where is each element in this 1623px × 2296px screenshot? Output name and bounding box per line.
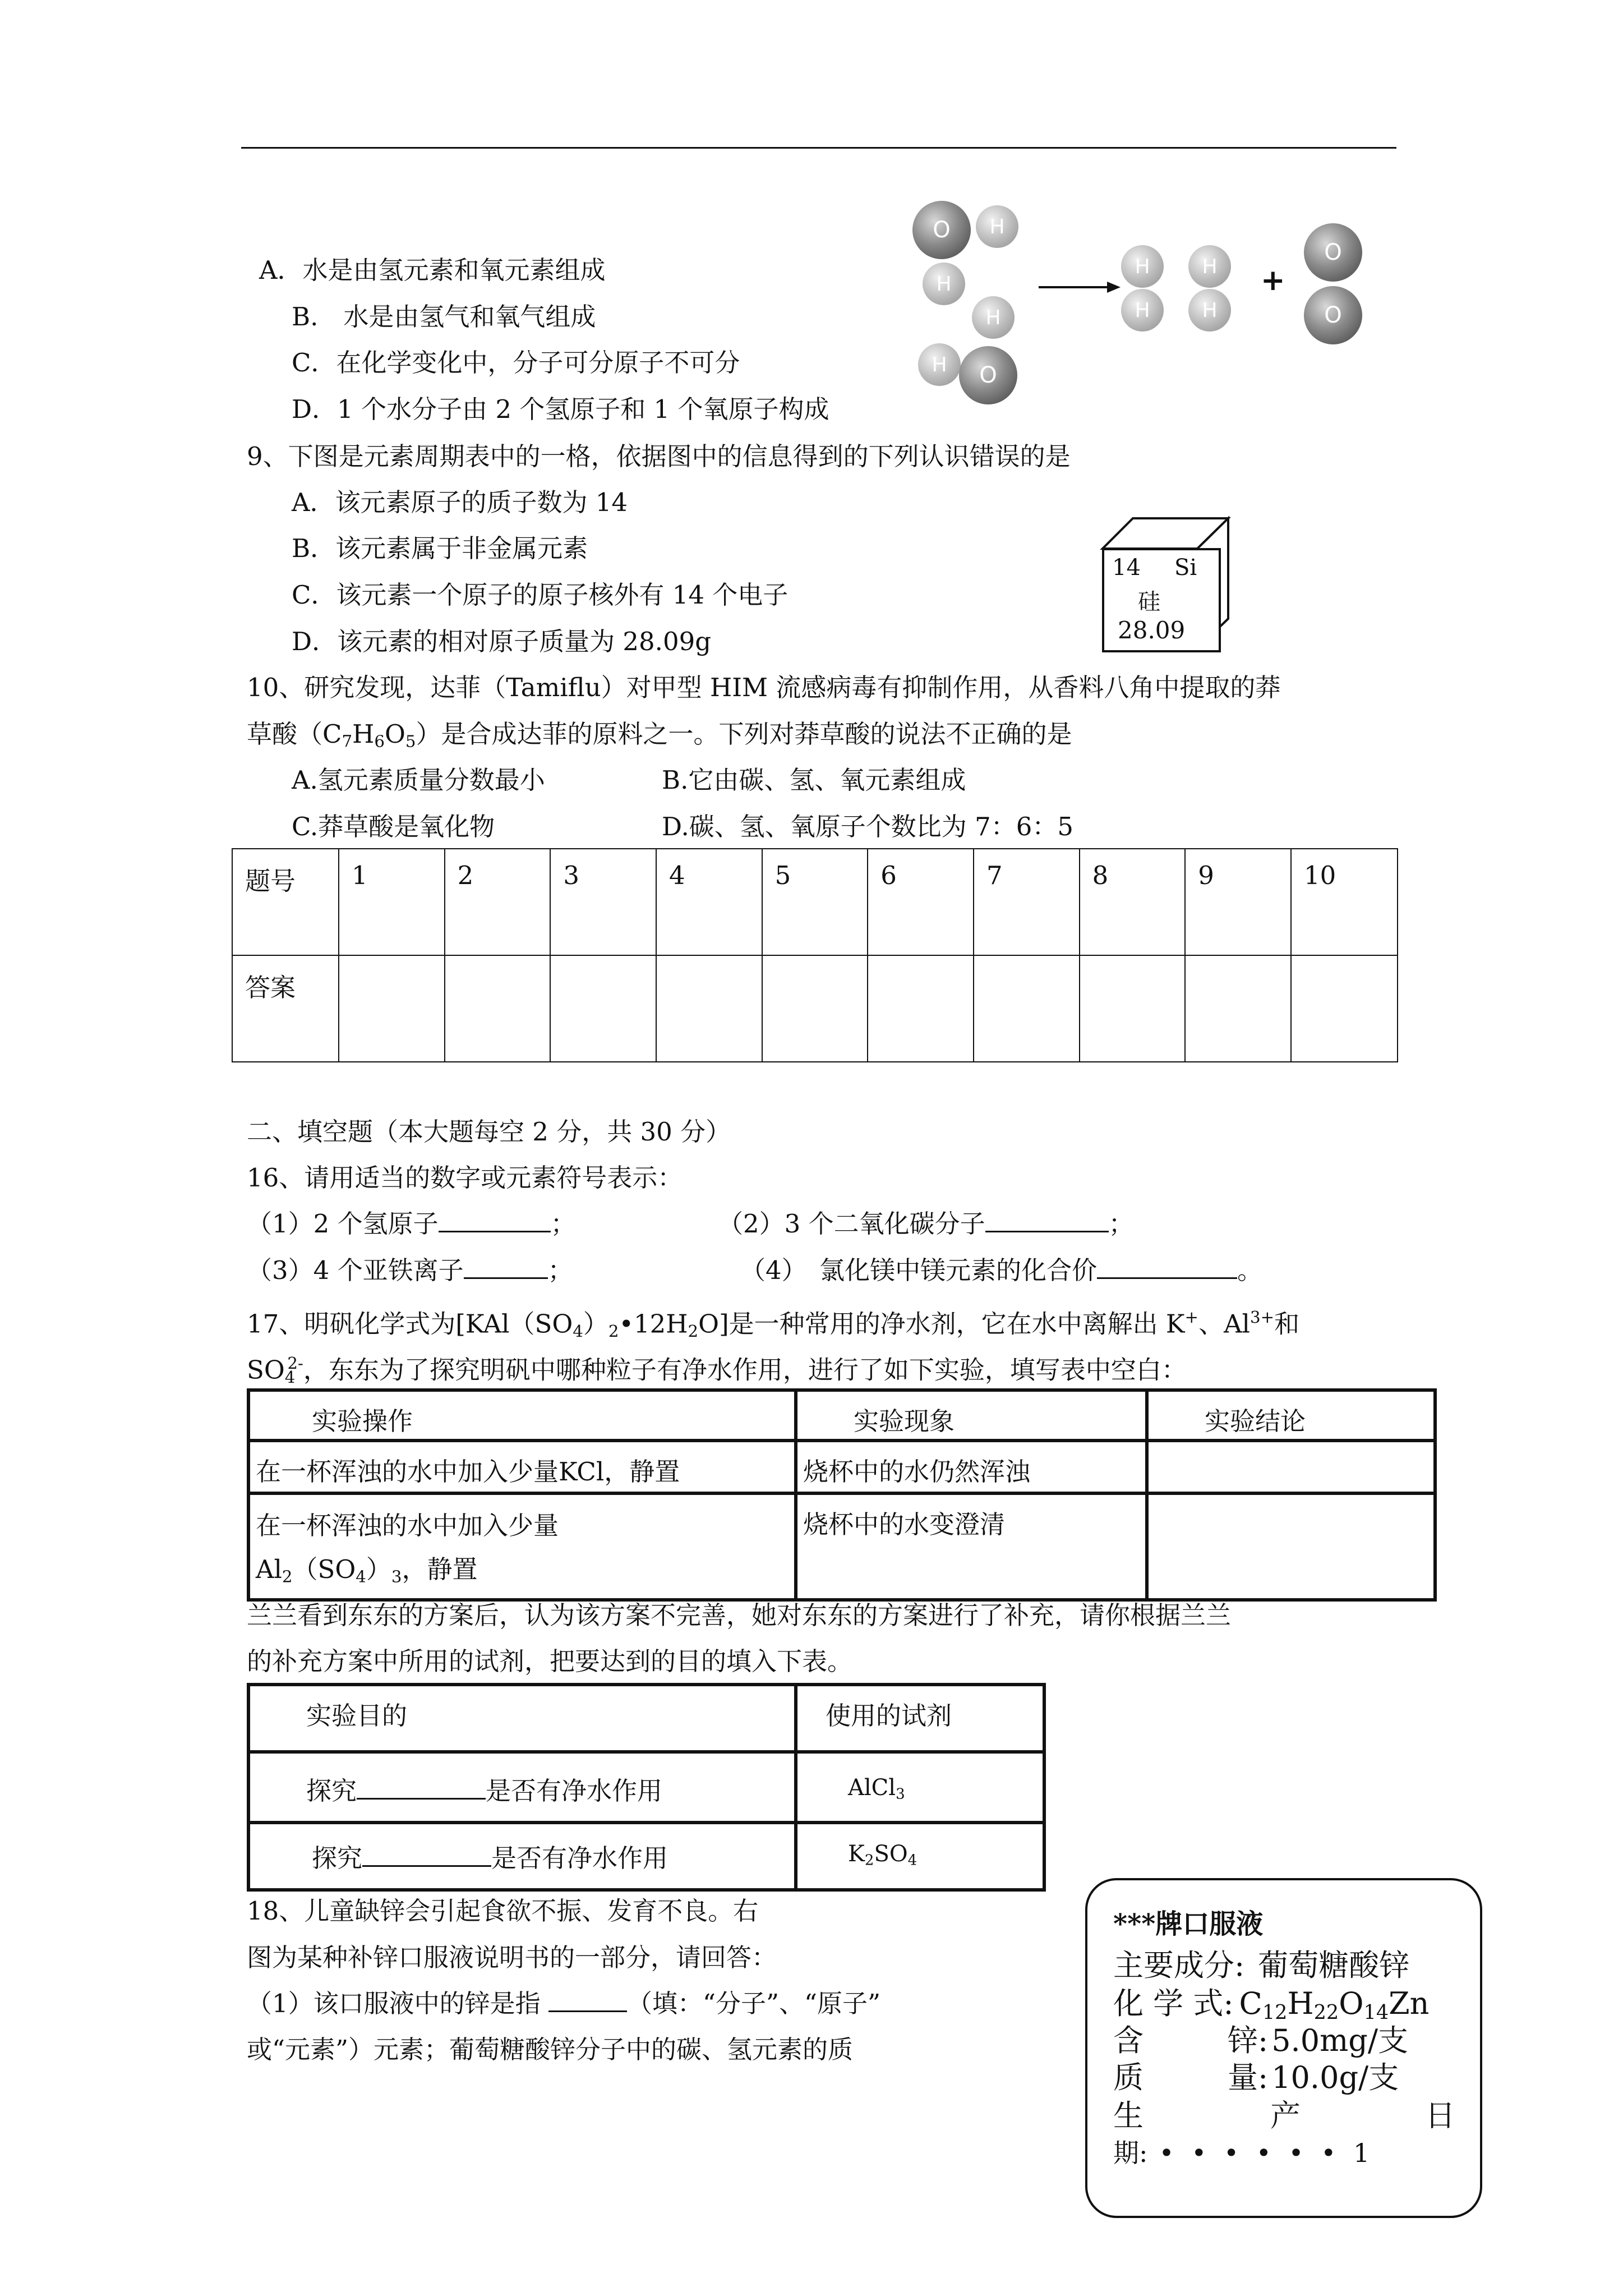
q17-follow-line2: 的补充方案中所用的试剂，把要达到的目的填入下表。: [247, 1646, 853, 1676]
label-date: 生 产 日: [1113, 2098, 1455, 2133]
hydrogen-atom: H: [1121, 245, 1164, 288]
atomic-number: 14: [1112, 555, 1141, 581]
column-header: 使用的试剂: [796, 1685, 1044, 1752]
q10-option-b: B.它由碳、氢、氧元素组成: [662, 765, 966, 795]
answer-cell[interactable]: [974, 955, 1080, 1062]
answer-cell[interactable]: [1080, 955, 1186, 1062]
q9-stem: 9、下图是元素周期表中的一格，依据图中的信息得到的下列认识错误的是: [247, 441, 1071, 471]
label-date-value: 期: • • • • • • 1: [1113, 2138, 1375, 2168]
hydrogen-atom: H: [1188, 245, 1231, 288]
q9-option-a: A．该元素原子的质子数为 14: [292, 487, 628, 517]
q17-follow-line1: 兰兰看到东东的方案后，认为该方案不完善，她对东东的方案进行了补充，请你根据兰兰: [247, 1600, 1232, 1630]
answer-blank[interactable]: [362, 1843, 491, 1867]
element-name: 硅: [1138, 589, 1160, 615]
table-cell: 在一杯浑浊的水中加入少量KCl，静置: [248, 1441, 796, 1493]
table-row: [232, 849, 1398, 955]
label-formula: 化 学 式: $C_{12}H_{22}O_{14}Zn$: [1113, 1986, 1430, 2024]
table-cell: 探究 是否有净水作用: [248, 1823, 796, 1890]
atomic-mass: 28.09: [1118, 616, 1186, 644]
answer-cell[interactable]: [1185, 955, 1291, 1062]
q16-part4: （4） 氯化镁中镁元素的化合价 。: [740, 1255, 1263, 1285]
hydrogen-atom: H: [976, 205, 1018, 248]
label-ingredient: 主要成分: 葡萄糖酸锌: [1113, 1948, 1410, 1983]
hydrogen-atom: H: [923, 263, 965, 305]
hydrogen-atom: H: [918, 343, 961, 386]
conclusion-cell[interactable]: [1147, 1493, 1435, 1600]
plus-sign: +: [1261, 264, 1285, 297]
q8-option-a: A．水是由氢元素和氧元素组成: [259, 255, 606, 285]
label-zinc-content: 含 锌: 5.0mg/支: [1113, 2023, 1409, 2058]
table-row: [248, 1390, 1435, 1441]
element-symbol: Si: [1174, 555, 1197, 581]
q8-option-b: B. 水是由氢气和氧气组成: [292, 302, 596, 332]
answer-cell[interactable]: [762, 955, 868, 1062]
q8-option-c: C．在化学变化中，分子可分原子不可分: [292, 348, 740, 378]
answer-blank[interactable]: [464, 1255, 548, 1279]
table-row: [248, 1752, 1044, 1823]
header-rule: [241, 147, 1396, 149]
answer-cell[interactable]: [868, 955, 974, 1062]
answer-blank[interactable]: [548, 1988, 627, 2012]
question-number-cell: 5: [762, 849, 868, 955]
table-row: [232, 955, 1398, 1062]
question-number-cell: 2: [445, 849, 551, 955]
supplement-table: [247, 1683, 1046, 1892]
q18-line2: 图为某种补锌口服液说明书的一部分，请回答：: [247, 1943, 777, 1972]
oral-liquid-label: [1085, 1878, 1482, 2218]
question-number-cell: 1: [339, 849, 445, 955]
table-row: [248, 1685, 1044, 1752]
answer-label: 答案: [232, 955, 339, 1062]
oxygen-atom: O: [1304, 223, 1362, 282]
answer-blank[interactable]: [357, 1775, 486, 1800]
q17-stem-line2: $SO_4^{2-}$，东东为了探究明矾中哪种粒子有净水作用，进行了如下实验，填写表中空白：: [247, 1354, 1187, 1387]
label-title: ***牌口服液: [1113, 1908, 1264, 1940]
element-cell-front: [1102, 548, 1221, 652]
answer-blank[interactable]: [1097, 1255, 1237, 1279]
table-cell: 在一杯浑浊的水中加入少量 $Al_2(SO_4)_3$，静置: [248, 1493, 796, 1600]
experiment-table: [247, 1388, 1437, 1602]
answer-cell[interactable]: [656, 955, 762, 1062]
answer-cell[interactable]: [445, 955, 551, 1062]
answer-table: [232, 848, 1398, 1062]
label-mass: 质 量: 10.0g/支: [1113, 2060, 1399, 2095]
table-cell: 烧杯中的水仍然浑浊: [796, 1441, 1147, 1493]
hydrogen-atom: H: [1121, 289, 1164, 332]
question-number-cell: 10: [1291, 849, 1398, 955]
hydrogen-atom: H: [1188, 289, 1231, 332]
column-header: 实验目的: [248, 1685, 796, 1752]
table-row: [248, 1823, 1044, 1890]
question-number-cell: 4: [656, 849, 762, 955]
column-header: 实验操作: [248, 1390, 796, 1441]
question-number-cell: 7: [974, 849, 1080, 955]
table-cell: 探究 是否有净水作用: [248, 1752, 796, 1823]
reagent-cell: $K_2SO_4$: [796, 1823, 1044, 1890]
table-row: [248, 1441, 1435, 1493]
q9-option-d: D．该元素的相对原子质量为 28.09g: [292, 627, 712, 656]
q18-line1: 18、儿童缺锌会引起食欲不振、发育不良。右: [247, 1896, 759, 1926]
reaction-arrow-icon: [1038, 276, 1122, 298]
section-two-title: 二、填空题（本大题每空 2 分，共 30 分）: [247, 1117, 731, 1147]
q18-line4: 或“元素”）元素；葡萄糖酸锌分子中的碳、氢元素的质: [247, 2035, 854, 2064]
question-number-cell: 3: [550, 849, 656, 955]
hydrogen-atom: H: [972, 296, 1015, 339]
answer-cell[interactable]: [550, 955, 656, 1062]
q10-option-c: C.莽草酸是氧化物: [292, 812, 495, 841]
answer-blank[interactable]: [985, 1208, 1109, 1232]
conclusion-cell[interactable]: [1147, 1441, 1435, 1493]
table-row: [248, 1493, 1435, 1600]
q10-option-d: D.碳、氢、氧原子个数比为 7：6：5: [662, 812, 1073, 841]
q18-line3: （1）该口服液中的锌是指 （填：“分子”、“原子”: [247, 1989, 880, 2018]
question-number-label: 题号: [232, 849, 339, 955]
answer-cell[interactable]: [339, 955, 445, 1062]
q9-option-b: B．该元素属于非金属元素: [292, 533, 588, 563]
question-number-cell: 6: [868, 849, 974, 955]
table-cell: 烧杯中的水变澄清: [796, 1493, 1147, 1600]
oxygen-atom: O: [959, 346, 1017, 404]
column-header: 实验现象: [796, 1390, 1147, 1441]
q17-stem-line1: 17、明矾化学式为$[KAl(SO_4)_2•12H_2O]$是一种常用的净水剂，它在水中离解出 K+、$Al^{3+}$和: [247, 1308, 1300, 1341]
question-number-cell: 8: [1080, 849, 1186, 955]
q10-stem-line1: 10、研究发现，达菲（Tamiflu）对甲型 HIM 流感病毒有抑制作用，从香料八角中提取的莽: [247, 673, 1281, 702]
oxygen-atom: O: [912, 201, 971, 259]
question-number-cell: 9: [1185, 849, 1291, 955]
q10-option-a: A.氢元素质量分数最小: [292, 765, 545, 795]
q16-part3: （3）4 个亚铁离子 ；: [247, 1255, 573, 1285]
oxygen-atom: O: [1304, 286, 1362, 344]
q16-stem: 16、请用适当的数字或元素符号表示：: [247, 1163, 683, 1193]
answer-blank[interactable]: [439, 1208, 551, 1232]
q8-option-d: D．1 个水分子由 2 个氢原子和 1 个氧原子构成: [292, 394, 829, 424]
q9-option-c: C．该元素一个原子的原子核外有 14 个电子: [292, 580, 789, 610]
q10-stem-line2: 草酸$(C_7H_6O_5)$是合成达菲的原料之一。下列对莽草酸的说法不正确的是: [247, 719, 1072, 751]
column-header: 实验结论: [1147, 1390, 1435, 1441]
q16-part2: （2）3 个二氧化碳分子 ；: [718, 1209, 1134, 1239]
reagent-cell: AlCl$_3$: [796, 1752, 1044, 1823]
answer-cell[interactable]: [1291, 955, 1398, 1062]
q16-part1: （1）2 个氢原子 ；: [247, 1209, 576, 1239]
